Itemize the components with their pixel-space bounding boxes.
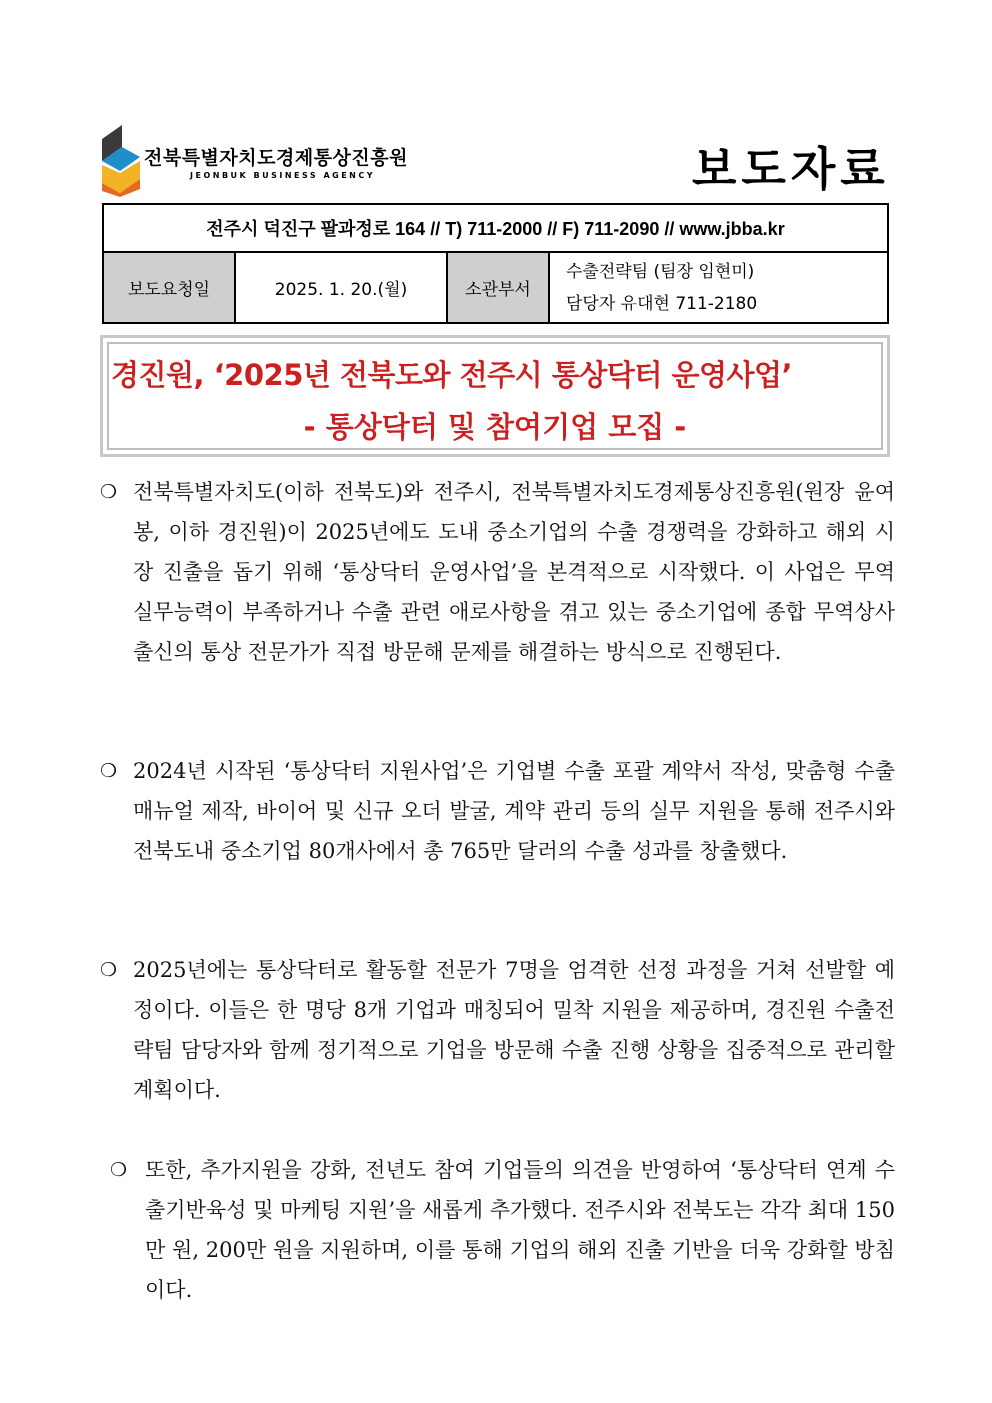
org-subtitle: JEONBUK BUSINESS AGENCY: [190, 171, 376, 180]
circle-bullet-icon: ❍: [110, 1159, 128, 1181]
paragraph-3: [100, 950, 895, 1110]
circle-bullet-icon: ❍: [100, 760, 118, 782]
department-contact: 담당자 유대현 711-2180: [566, 293, 758, 314]
paragraph-text: 또한, 추가지원을 강화, 전년도 참여 기업들의 의견을 반영하여 ‘통상닥터 연계 수출기반육성 및 마케팅 지원’을 새롭게 추가했다. 전주시와 전북도는 각각 최대 150만 원, 200만 원을 지원하며, 이를 통해 기업의 해외 진출 기반을 더욱 강화할 방침이다.: [145, 1158, 895, 1302]
department-team: 수출전략팀 (팀장 임현미): [566, 261, 755, 282]
org-name: 전북특별자치도경제통상진흥원: [144, 147, 408, 169]
contact-address: 전주시 덕진구 팔과정로 164 // T) 711-2000 // F) 711-2090 // www.jbba.kr: [103, 204, 888, 252]
headline-title: 경진원, ‘2025년 전북도와 전주시 통상닥터 운영사업’: [111, 358, 793, 392]
department-label: 소관부서: [447, 252, 549, 323]
document-type-title: 보도자료: [692, 142, 890, 196]
logo-mark-icon: [100, 125, 142, 197]
department-info: [549, 252, 888, 323]
headline-box: [100, 335, 890, 457]
paragraph-4: [110, 1150, 895, 1310]
release-date-value: 2025. 1. 20.(월): [235, 252, 447, 323]
paragraph-text: 전북특별자치도(이하 전북도)와 전주시, 전북특별자치도경제통상진흥원(원장 윤여봉, 이하 경진원)이 2025년에도 도내 중소기업의 수출 경쟁력을 강화하고 해외 시장 진출을 돕기 위해 ‘통상닥터 운영사업’을 본격적으로 시작했다. 이 사업은 무역 실무능력이 부족하거나 수출 관련 애로사항을 겪고 있는 중소기업에 종합 무역상사 출신의 통상 전문가가 직접 방문해 문제를 해결하는 방식으로 진행된다.: [133, 480, 895, 664]
paragraph-1: [100, 472, 895, 712]
circle-bullet-icon: ❍: [100, 959, 118, 981]
agency-logo: [100, 125, 420, 200]
press-info-table: [102, 203, 889, 324]
circle-bullet-icon: ❍: [100, 481, 118, 503]
paragraph-2: [100, 751, 895, 911]
headline-subtitle: - 통상닥터 및 참여기업 모집 -: [303, 410, 687, 444]
paragraph-text: 2024년 시작된 ‘통상닥터 지원사업’은 기업별 수출 포괄 계약서 작성, 맞춤형 수출 매뉴얼 제작, 바이어 및 신규 오더 발굴, 계약 관리 등의 실무 지원을 통해 전주시와 전북도내 중소기업 80개사에서 총 765만 달러의 수출 성과를 창출했다.: [133, 759, 895, 863]
paragraph-text: 2025년에는 통상닥터로 활동할 전문가 7명을 엄격한 선정 과정을 거쳐 선발할 예정이다. 이들은 한 명당 8개 기업과 매칭되어 밀착 지원을 제공하며, 경진원 수출전략팀 담당자와 함께 정기적으로 기업을 방문해 수출 진행 상황을 집중적으로 관리할 계획이다.: [133, 958, 895, 1102]
release-date-label: 보도요청일: [103, 252, 235, 323]
